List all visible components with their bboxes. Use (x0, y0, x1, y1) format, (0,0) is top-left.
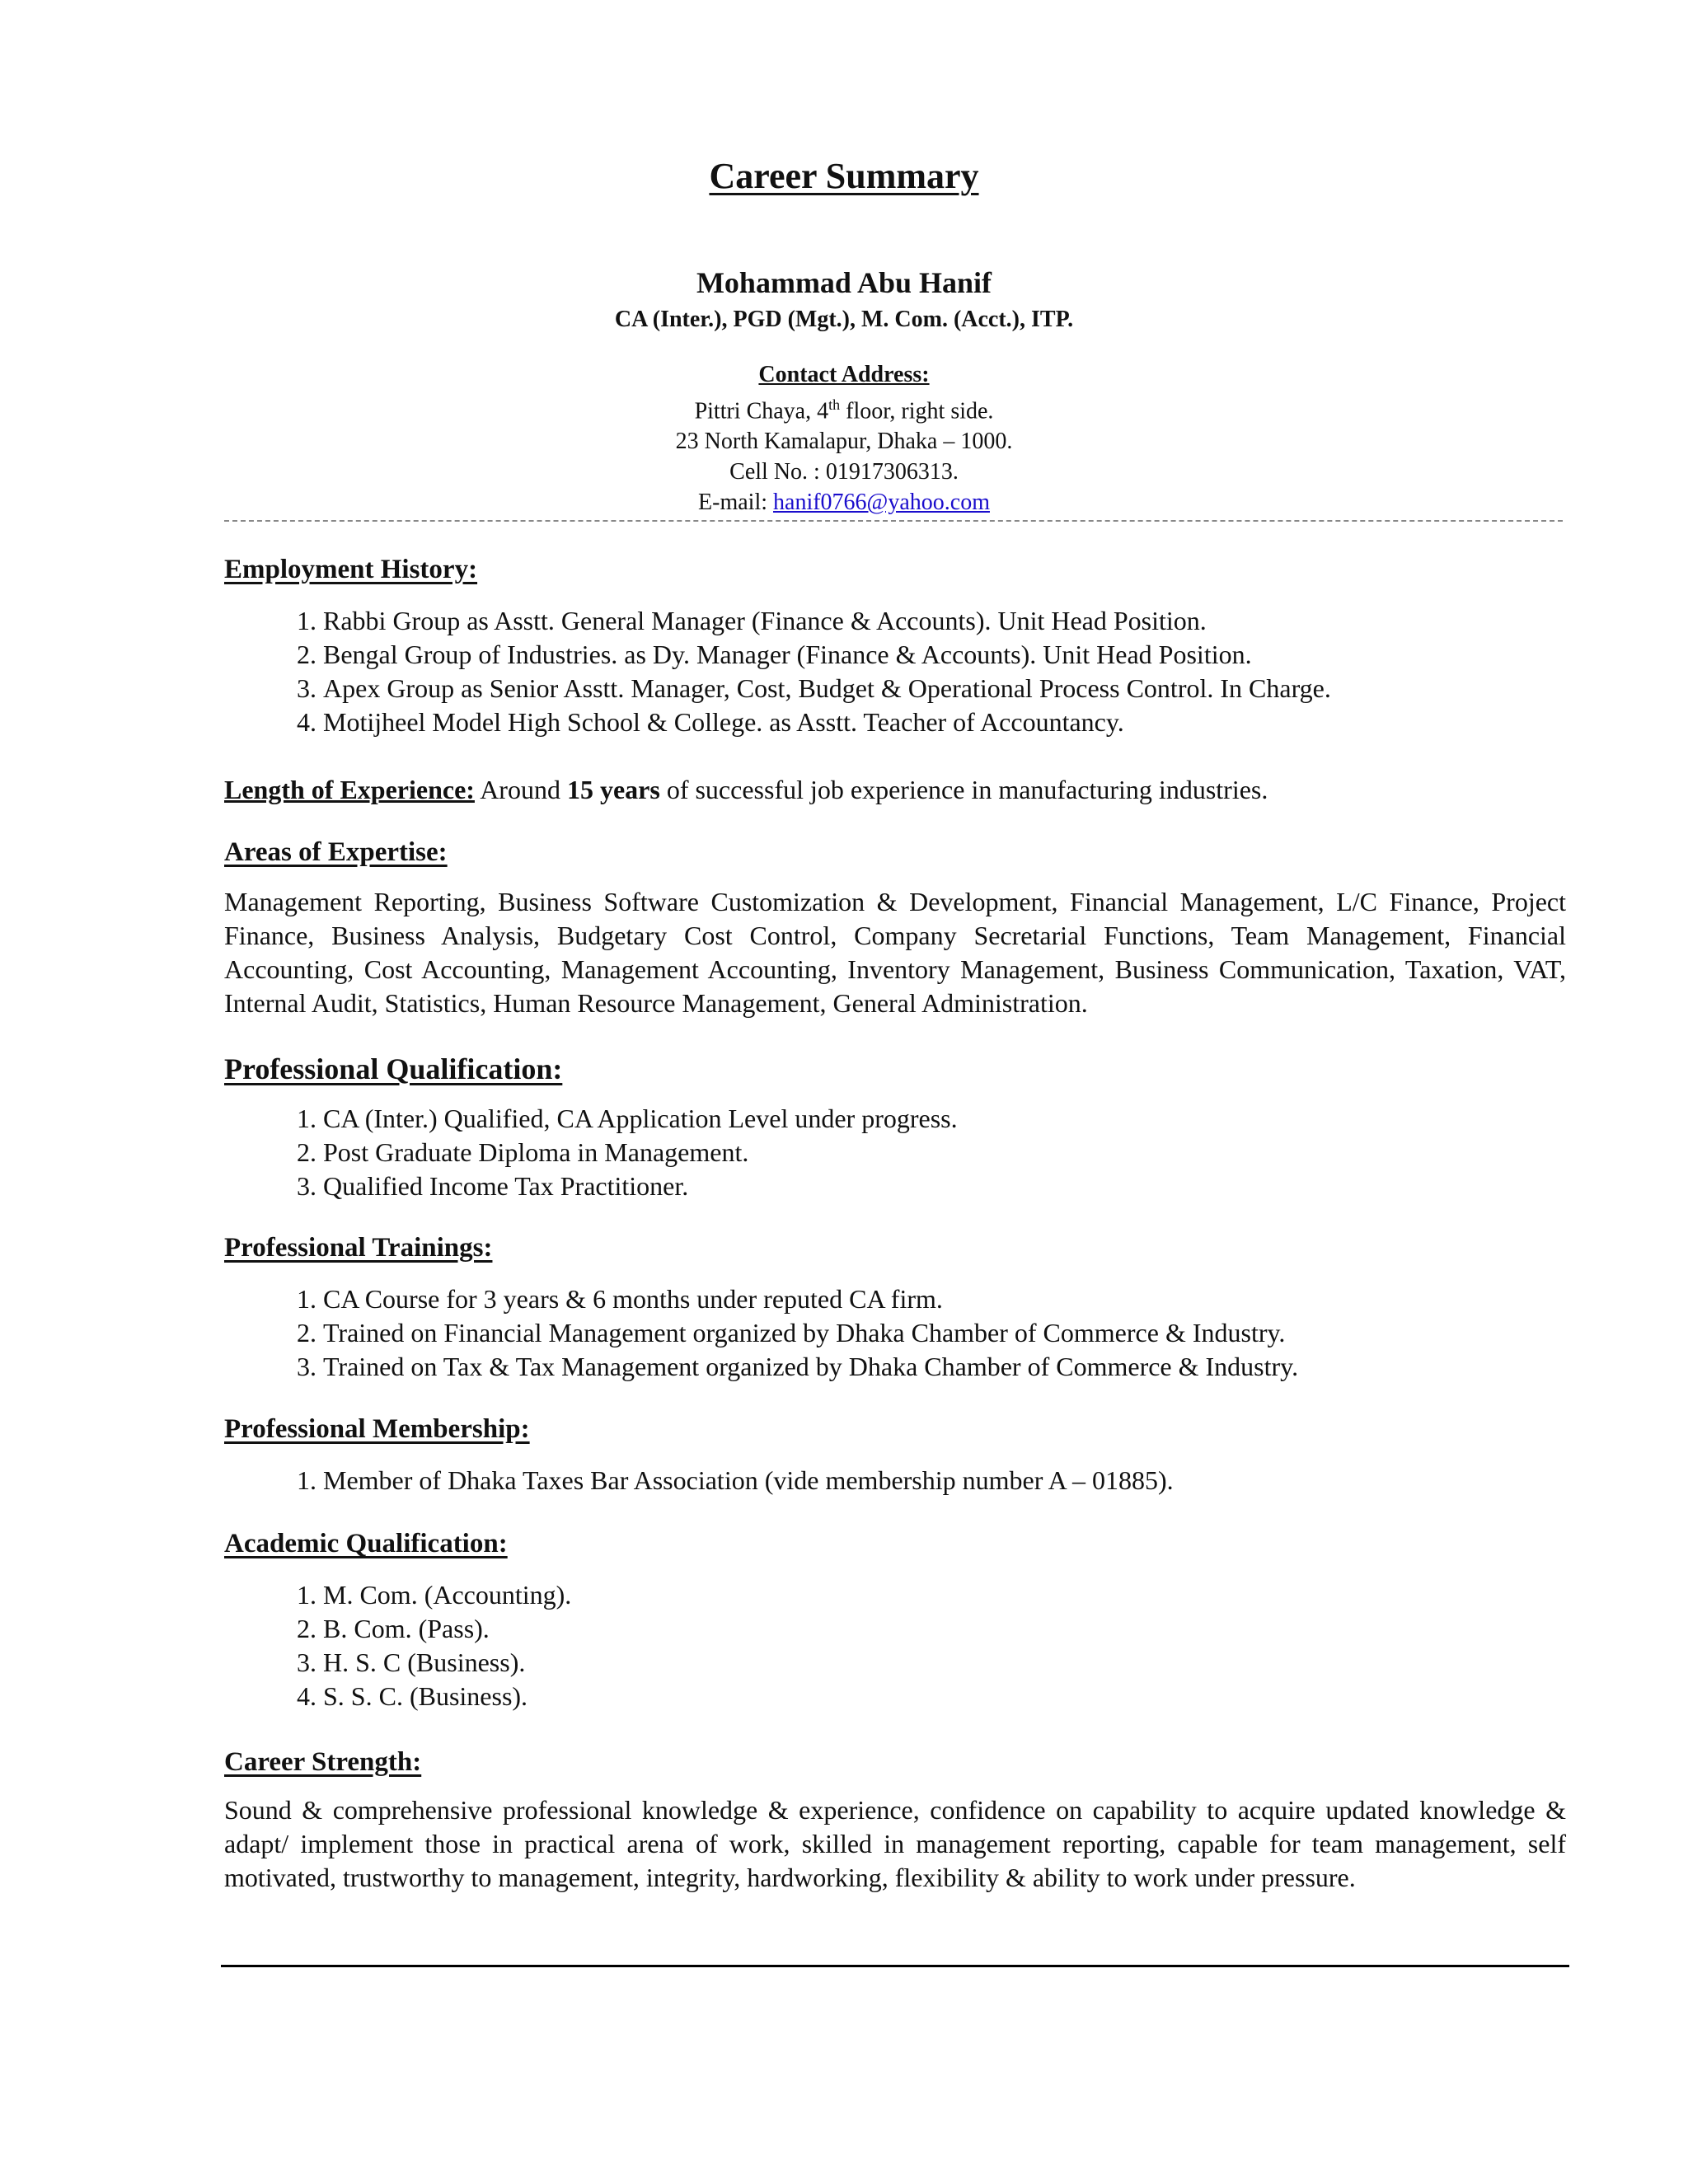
list-item: 4. Motijheel Model High School & College. as Asstt. Teacher of Accountancy. (323, 705, 1331, 739)
email-line (0, 487, 1688, 518)
address-line-1 (0, 390, 1688, 426)
address-line-2: 23 North Kamalapur, Dhaka – 1000. (675, 429, 1013, 455)
email-label: E-mail: (698, 490, 774, 516)
address-line-1-post: floor, right side. (840, 398, 994, 424)
trainings-heading: Professional Trainings: (224, 1233, 493, 1263)
academic-list (272, 1578, 571, 1713)
list-item: 2. B. Com. (Pass). (323, 1612, 571, 1646)
experience-pre: Around (474, 775, 567, 804)
list-item: 4. S. S. C. (Business). (323, 1680, 571, 1713)
expertise-heading: Areas of Expertise: (224, 837, 448, 867)
list-item: 1. CA Course for 3 years & 6 months under reputed CA firm. (323, 1282, 1298, 1316)
list-item: 3. Trained on Tax & Tax Management organized by Dhaka Chamber of Commerce & Industry. (323, 1350, 1298, 1384)
trainings-list (272, 1282, 1298, 1384)
address-line-1-sup: th (828, 396, 841, 413)
academic-heading: Academic Qualification: (224, 1529, 508, 1558)
header-divider (224, 520, 1563, 522)
list-item: 1. M. Com. (Accounting). (323, 1578, 571, 1612)
footer-divider (221, 1965, 1569, 1967)
address-line-1-pre: Pittri Chaya, 4 (694, 398, 829, 424)
page-title: Career Summary (709, 156, 979, 196)
contact-heading: Contact Address: (758, 362, 930, 387)
contact-block (0, 359, 1688, 518)
list-item: 1. Rabbi Group as Asstt. General Manager (Finance & Accounts). Unit Head Position. (323, 604, 1331, 638)
professional-qualification-heading: Professional Qualification: (224, 1052, 563, 1085)
experience-line (224, 773, 1566, 807)
employment-heading: Employment History: (224, 555, 478, 584)
strength-heading: Career Strength: (224, 1747, 422, 1777)
strength-text: Sound & comprehensive professional knowledge & experience, confidence on capability to acquire updated knowledge & adapt/ implement those in practical arena of work, skilled in management reporting, capable for team management, self motivated, trustworthy to management, integrity, hardworking, flexibility & ability to work under pressure. (224, 1795, 1566, 1892)
membership-heading: Professional Membership: (224, 1414, 530, 1444)
experience-years: 15 years (566, 775, 660, 804)
list-item: 3. Qualified Income Tax Practitioner. (323, 1169, 958, 1203)
experience-heading: Length of Experience: (224, 775, 475, 804)
membership-list (272, 1464, 1174, 1497)
professional-qualification-list (272, 1102, 958, 1203)
email-link[interactable]: hanif0766@yahoo.com (773, 490, 990, 516)
experience-post: of successful job experience in manufacturing industries. (659, 775, 1268, 804)
expertise-text: Management Reporting, Business Software Customization & Development, Financial Management, L/C Finance, Project Finance, Business Analysis, Budgetary Cost Control, Company Secretarial Functions, Team Management, Financial Accounting, Cost Accounting, Management Accounting, Inventory Management, Business Communication, Taxation, VAT, Internal Audit, Statistics, Human Resource Management, General Administration. (224, 887, 1566, 1018)
credentials: CA (Inter.), PGD (Mgt.), M. Com. (Acct.), ITP. (614, 307, 1074, 332)
list-item: 2. Trained on Financial Management organized by Dhaka Chamber of Commerce & Industry. (323, 1316, 1298, 1350)
employment-list (272, 604, 1331, 739)
list-item: 1. Member of Dhaka Taxes Bar Association (vide membership number A – 01885). (323, 1464, 1174, 1497)
list-item: 3. H. S. C (Business). (323, 1646, 571, 1680)
cell-number: Cell No. : 01917306313. (729, 459, 959, 485)
list-item: 2. Bengal Group of Industries. as Dy. Manager (Finance & Accounts). Unit Head Position. (323, 638, 1331, 672)
list-item: 1. CA (Inter.) Qualified, CA Application Level under progress. (323, 1102, 958, 1136)
list-item: 2. Post Graduate Diploma in Management. (323, 1136, 958, 1169)
person-name: Mohammad Abu Hanif (696, 266, 992, 299)
list-item: 3. Apex Group as Senior Asstt. Manager, Cost, Budget & Operational Process Control. In Charge. (323, 672, 1331, 705)
